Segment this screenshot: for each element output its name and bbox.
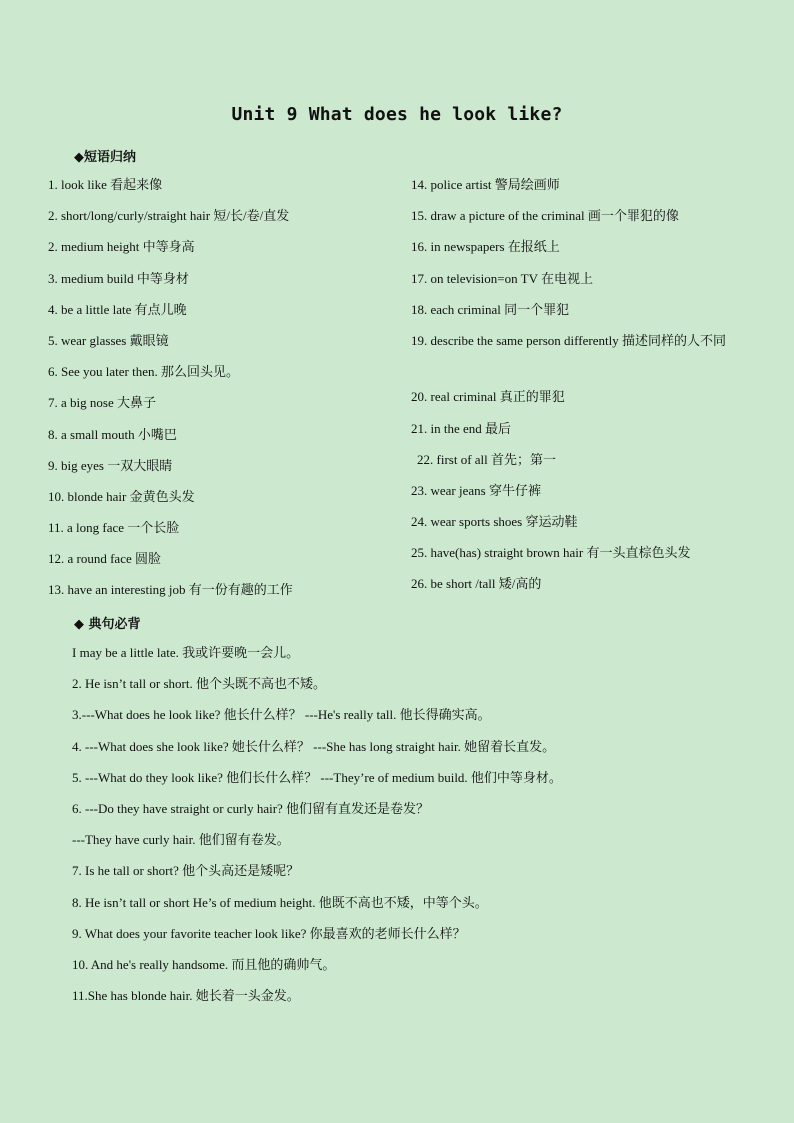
- phrase-list-left: [48, 176, 398, 613]
- sentence-item: 8. He isn’t tall or short He’s of medium height. 他既不高也不矮，中等个头。: [72, 894, 488, 910]
- phrase-item: 3. medium build 中等身材: [48, 270, 189, 286]
- phrase-item: 12. a round face 圆脸: [48, 551, 161, 567]
- phrase-item: 9. big eyes 一双大眼睛: [48, 457, 173, 473]
- phrase-item: 22. first of all 首先；第一: [417, 451, 557, 467]
- phrase-item: 24. wear sports shoes 穿运动鞋: [411, 514, 578, 530]
- phrase-item: 2. medium height 中等身高: [48, 239, 195, 255]
- phrase-item: 4. be a little late 有点儿晚: [48, 301, 187, 317]
- phrase-item: 11. a long face 一个长脸: [48, 520, 180, 536]
- phrase-item: 1. look like 看起来像: [48, 177, 163, 192]
- phrase-item: 15. draw a picture of the criminal 画一个罪犯的像: [411, 208, 679, 224]
- phrase-item: 26. be short /tall 矮/高的: [411, 576, 542, 592]
- sentence-item: 6. ---Do they have straight or curly hair? 他们留有直发还是卷发？: [72, 800, 430, 816]
- phrase-item: 7. a big nose 大鼻子: [48, 395, 156, 411]
- sentence-item: 9. What does your favorite teacher look like? 你最喜欢的老师长什么样？: [72, 925, 466, 941]
- phrase-item: 13. have an interesting job 有一份有趣的工作: [48, 582, 293, 598]
- sentence-item: 11.She has blonde hair. 她长着一头金发。: [72, 988, 300, 1004]
- phrase-item: 2. short/long/curly/straight hair 短/长/卷/直发: [48, 208, 290, 224]
- sentence-item: 4. ---What does she look like? 她长什么样？ ---She has long straight hair. 她留着长直发。: [72, 738, 556, 754]
- phrase-item: 16. in newspapers 在报纸上: [411, 239, 560, 255]
- phrase-item: 14. police artist 警局绘画师: [411, 177, 560, 192]
- phrase-item: 6. See you later then. 那么回头见。: [48, 364, 239, 380]
- sentence-list: [72, 644, 762, 1018]
- sentence-item: 3.---What does he look like? 他长什么样？ ---He's really tall. 他长得确实高。: [72, 707, 491, 723]
- phrase-item: 23. wear jeans 穿牛仔裤: [411, 482, 541, 498]
- phrase-item: 25. have(has) straight brown hair 有一头直棕色头发: [411, 545, 691, 561]
- phrase-item: 21. in the end 最后: [411, 420, 512, 436]
- phrase-item: 5. wear glasses 戴眼镜: [48, 332, 169, 348]
- sentence-item: 5. ---What do they look like? 他们长什么样？ ---They’re of medium build. 他们中等身材。: [72, 769, 562, 785]
- section-heading-sentences: ◆ 典句必背: [74, 617, 141, 632]
- section-heading-phrases: ◆短语归纳: [74, 150, 136, 165]
- phrase-item: 10. blonde hair 金黄色头发: [48, 488, 195, 504]
- phrase-list-right: [411, 176, 751, 607]
- phrase-item: 17. on television=on TV 在电视上: [411, 270, 593, 286]
- page-title: Unit 9 What does he look like?: [231, 104, 563, 125]
- phrase-item: 18. each criminal 同一个罪犯: [411, 301, 570, 317]
- sentence-item: 2. He isn’t tall or short. 他个头既不高也不矮。: [72, 676, 326, 692]
- phrase-item: 8. a small mouth 小嘴巴: [48, 426, 177, 442]
- phrase-item: 19. describe the same person differently 描述同样的人不同: [411, 332, 726, 348]
- phrase-item: 20. real criminal 真正的罪犯: [411, 389, 565, 405]
- sentence-item: 7. Is he tall or short? 他个头高还是矮呢？: [72, 863, 300, 879]
- sentence-item: 10. And he's really handsome. 而且他的确帅气。: [72, 956, 336, 972]
- sentence-item: I may be a little late. 我或许要晚一会儿。: [72, 645, 300, 660]
- sentence-item: ---They have curly hair. 他们留有卷发。: [72, 832, 290, 848]
